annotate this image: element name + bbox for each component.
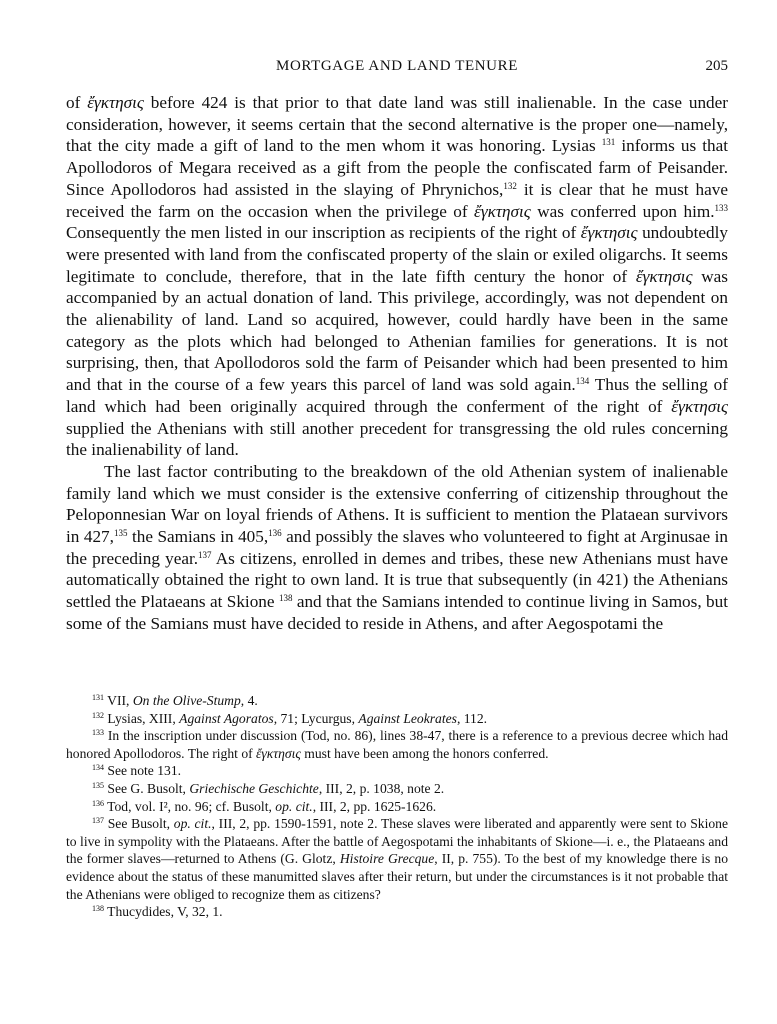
text-run: , 4. <box>240 693 258 708</box>
greek-term: ἔγκτησις <box>635 266 693 286</box>
text-run: supplied the Athenians with still another precedent for transgressing the old rules concerning the inalienability of land. <box>66 418 728 460</box>
text-run: before 424 is that prior to that date land was still inalienable. In the case under consideration, however, it seems certain that the second alternative is the proper one—namely, that the city made a gift of land to the men whom it was honoring. Lysias <box>66 93 728 156</box>
text-run: , III, 2, pp. 1625-1626. <box>312 798 437 814</box>
italic-title: Against Leokrates <box>358 710 457 726</box>
italic-title: Griechische Geschichte <box>189 780 319 796</box>
text-run: Lysias, XIII, <box>104 710 180 726</box>
text-run: informs us that Apollodoros of Megara received as a gift from the people the confiscated farm of Peisander. Since Apollodoros had assisted in the slaying of Phrynichos, <box>66 136 728 199</box>
text-run: VII, <box>104 693 133 708</box>
footnote-marker: 134 <box>92 763 104 773</box>
italic-title: On the Olive-Stump <box>132 693 241 708</box>
footnote-marker: 131 <box>92 693 104 702</box>
footnote <box>66 780 728 798</box>
italic-title: Histoire Grecque <box>339 851 435 867</box>
footnote <box>66 798 728 816</box>
text-run: See Busolt, <box>104 816 174 832</box>
text-run: See note 131. <box>104 763 182 779</box>
text-run: was accompanied by an actual donation of land. This privilege, accordingly, was not dependent on the alienability of land. Land so acquired, however, could hardly have been in the same category as the plots which had belonged to Athenian families for generations. It is not surprising, then, that Apollodoros sold the farm of Peisander which had been presented to him and that in the course of a few years this parcel of land was sold again. <box>66 266 728 395</box>
greek-term: ἔγκτησις <box>580 223 638 243</box>
footnote-marker: 135 <box>113 528 128 539</box>
text-run: See G. Busolt, <box>104 780 190 796</box>
footnote <box>66 903 728 921</box>
text-run: must have been among the honors conferred. <box>300 745 549 761</box>
text-run: The last factor contributing to the breakdown of the old Athenian system of inalienable family land which we must consider is the extensive conferring of citizenship throughout the Peloponnesian War on loyal friends of Athens. It is sufficient to mention the Plataean survivors in 427, <box>66 461 728 547</box>
text-run: , 112. <box>456 710 488 726</box>
italic-title: op. cit. <box>275 798 313 814</box>
footnote-marker: 136 <box>92 798 104 808</box>
text-run: As citizens, enrolled in demes and tribes, these new Athenians must have automatically obtained the right to own land. It is true that subsequently (in 421) the Athenians settled the Plataeans at Skione <box>66 548 728 612</box>
greek-term: ἔγκτησις <box>87 93 144 112</box>
footnote <box>66 710 728 728</box>
italic-title: op. cit. <box>173 816 212 832</box>
footnote <box>66 692 728 710</box>
footnote-marker: 138 <box>278 593 293 604</box>
text-run: and that the Samians intended to continue living in Samos, but some of the Samians must have decided to reside in Athens, and after Aegospotami the <box>66 592 729 633</box>
footnote-marker: 132 <box>503 180 517 191</box>
footnote-marker: 138 <box>92 904 104 914</box>
greek-term: ἔγκτησις <box>474 201 531 221</box>
text-run: it is clear that he must have received the farm on the occasion when the privilege of <box>66 179 728 221</box>
greek-term: ἔγκτησις <box>256 745 301 761</box>
text-run: , III, 2, p. 1038, note 2. <box>318 780 445 796</box>
text-run: of <box>66 93 88 112</box>
text-run: the Samians in 405, <box>127 527 269 547</box>
text-run: In the inscription under discussion (Tod, no. 86), lines 38-47, there is a reference to a previous decree which had honored Apollodoros. The right of <box>66 728 728 761</box>
text-run: , 71; Lycurgus, <box>273 710 359 726</box>
italic-title: Against Agoratos <box>179 710 274 726</box>
footnote-marker: 131 <box>601 137 616 148</box>
footnote-marker: 137 <box>92 816 104 826</box>
text-run: and possibly the slaves who volunteered to fight at Arginusae in the preceding year. <box>66 527 728 568</box>
footnote-marker: 132 <box>92 710 104 720</box>
paragraph <box>66 92 728 461</box>
text-run: , II, p. 755). To the best of my knowledge there is no evidence about the status of these manumitted slaves after their return, but under the circumstances is it not probable that the Athenians were obliged to recognize them as citizens? <box>66 851 728 902</box>
text-run: was conferred upon him. <box>530 201 715 221</box>
footnote-marker: 133 <box>92 728 104 738</box>
body-text <box>66 92 728 635</box>
running-title: MORTGAGE AND LAND TENURE <box>276 58 518 74</box>
footnote-marker: 134 <box>575 376 590 387</box>
text-run: undoubtedly were presented with land from the confiscated property of the slain or exiled oligarchs. It seems legitimate to conclude, therefore, that in the late fifth century the honor of <box>66 223 728 286</box>
running-header <box>66 58 728 80</box>
footnotes <box>66 692 728 921</box>
greek-term: ἔγκτησις <box>671 396 728 416</box>
text-run: Tod, vol. I², no. 96; cf. Busolt, <box>104 798 276 814</box>
footnote-marker: 136 <box>268 528 282 539</box>
footnote <box>66 815 728 903</box>
footnote <box>66 762 728 780</box>
footnote-marker: 135 <box>92 780 104 790</box>
text-run: , III, 2, pp. 1590-1591, note 2. These slaves were liberated and apparently were sent to Skione to live in sympolity with the Plataeans. After the battle of Aegospotami the inhabitants of Skione—i. e., the Plataeans and the former slaves—returned to Athens (G. Glotz, <box>66 816 728 867</box>
footnote-marker: 133 <box>714 202 729 213</box>
text-run: Thucydides, V, 32, 1. <box>104 904 223 920</box>
text-run: Consequently the men listed in our inscription as recipients of the right of <box>66 223 581 243</box>
paragraph <box>66 461 728 635</box>
page-number: 205 <box>705 58 728 74</box>
text-run: Thus the selling of land which had been originally acquired through the conferment of the right of <box>66 375 728 416</box>
footnote <box>66 727 728 762</box>
footnote-marker: 137 <box>198 549 212 560</box>
